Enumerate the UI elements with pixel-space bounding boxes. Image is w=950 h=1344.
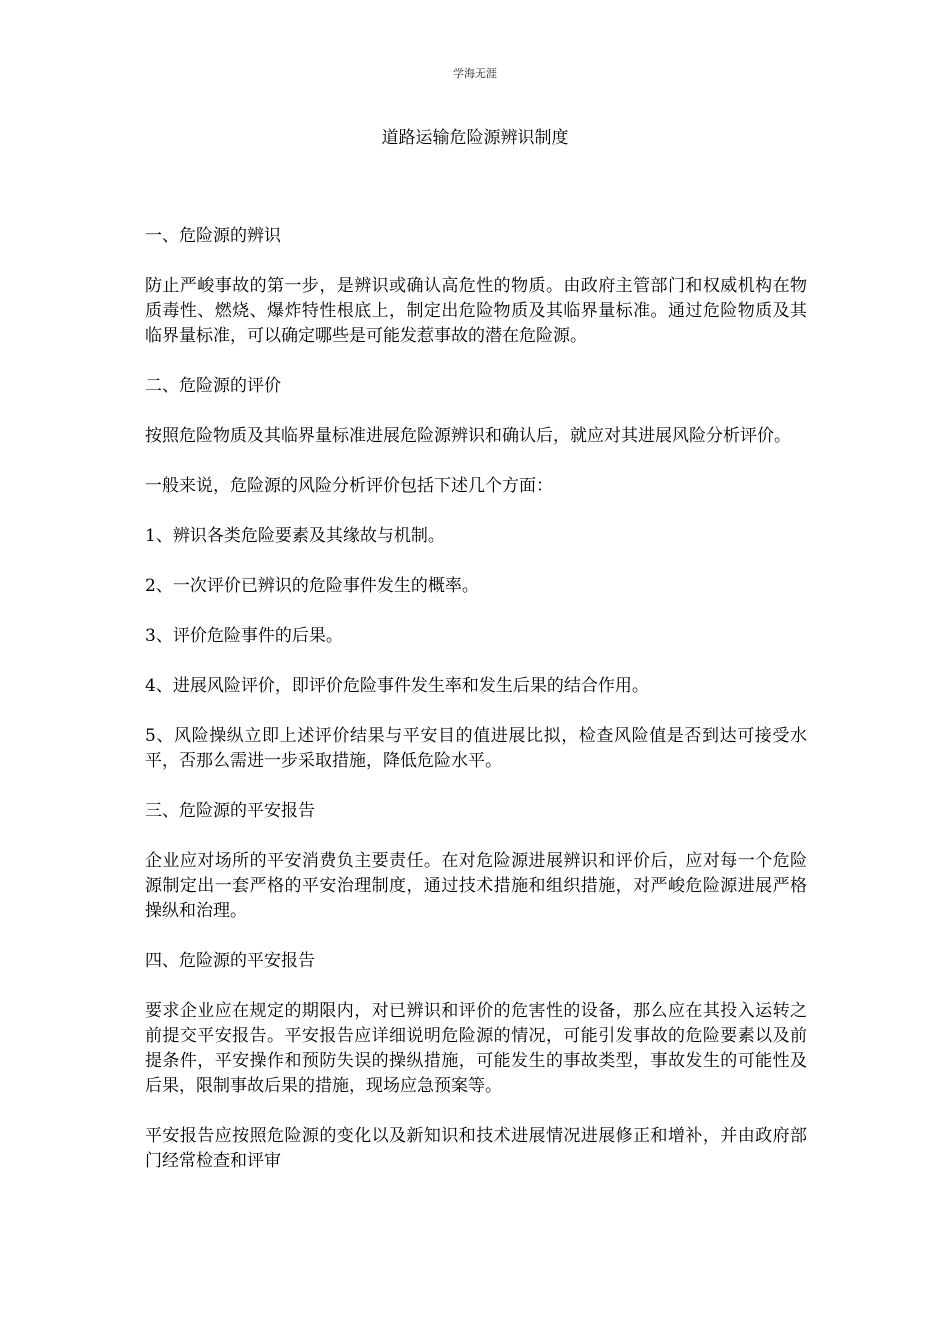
paragraph: 按照危险物质及其临界量标准进展危险源辨识和确认后，就应对其进展风险分析评价。 [145, 426, 791, 446]
paragraph: 防止严峻事故的第一步，是辨识或确认高危性的物质。由政府主管部门和权威机构在物质毒性、燃烧、爆炸特性根底上，制定出危险物质及其临界量标准。通过危险物质及其临界量标准，可以确定哪些是可能发惹事故的潜在危险源。 [145, 276, 807, 346]
section-heading-2: 二、危险源的评价 [145, 376, 281, 396]
section-heading-1: 一、危险源的辨识 [145, 226, 281, 246]
list-item: 2、一次评价已辨识的危险事件发生的概率。 [145, 576, 479, 596]
paragraph: 平安报告应按照危险源的变化以及新知识和技术进展情况进展修正和增补，并由政府部门经常检查和评审 [145, 1126, 807, 1171]
paragraph: 一般来说，危险源的风险分析评价包括下述几个方面： [145, 476, 553, 496]
list-item: 3、评价危险事件的后果。 [145, 626, 343, 646]
list-item: 1、辨识各类危险要素及其缘故与机制。 [145, 526, 445, 546]
paragraph: 企业应对场所的平安消费负主要责任。在对危险源进展辨识和评价后，应对每一个危险源制定出一套严格的平安治理制度，通过技术措施和组织措施，对严峻危险源进展严格操纵和治理。 [145, 851, 807, 921]
document-body [145, 224, 807, 1199]
paragraph: 要求企业应在规定的期限内，对已辨识和评价的危害性的设备，那么应在其投入运转之前提交平安报告。平安报告应详细说明危险源的情况，可能引发事故的危险要素以及前提条件，平安操作和预防失误的操纵措施，可能发生的事故类型，事故发生的可能性及后果，限制事故后果的措施，现场应急预案等。 [145, 1001, 807, 1096]
section-heading-3: 三、危险源的平安报告 [145, 801, 315, 821]
section-heading-4: 四、危险源的平安报告 [145, 951, 315, 971]
list-item: 4、进展风险评价，即评价危险事件发生率和发生后果的结合作用。 [145, 676, 649, 696]
document-title: 道路运输危险源辨识制度 [381, 128, 569, 148]
list-item: 5、风险操纵立即上述评价结果与平安目的值进展比拟，检查风险值是否到达可接受水平，否那么需进一步采取措施，降低危险水平。 [145, 726, 807, 771]
page-header: 学海无涯 [453, 67, 497, 80]
